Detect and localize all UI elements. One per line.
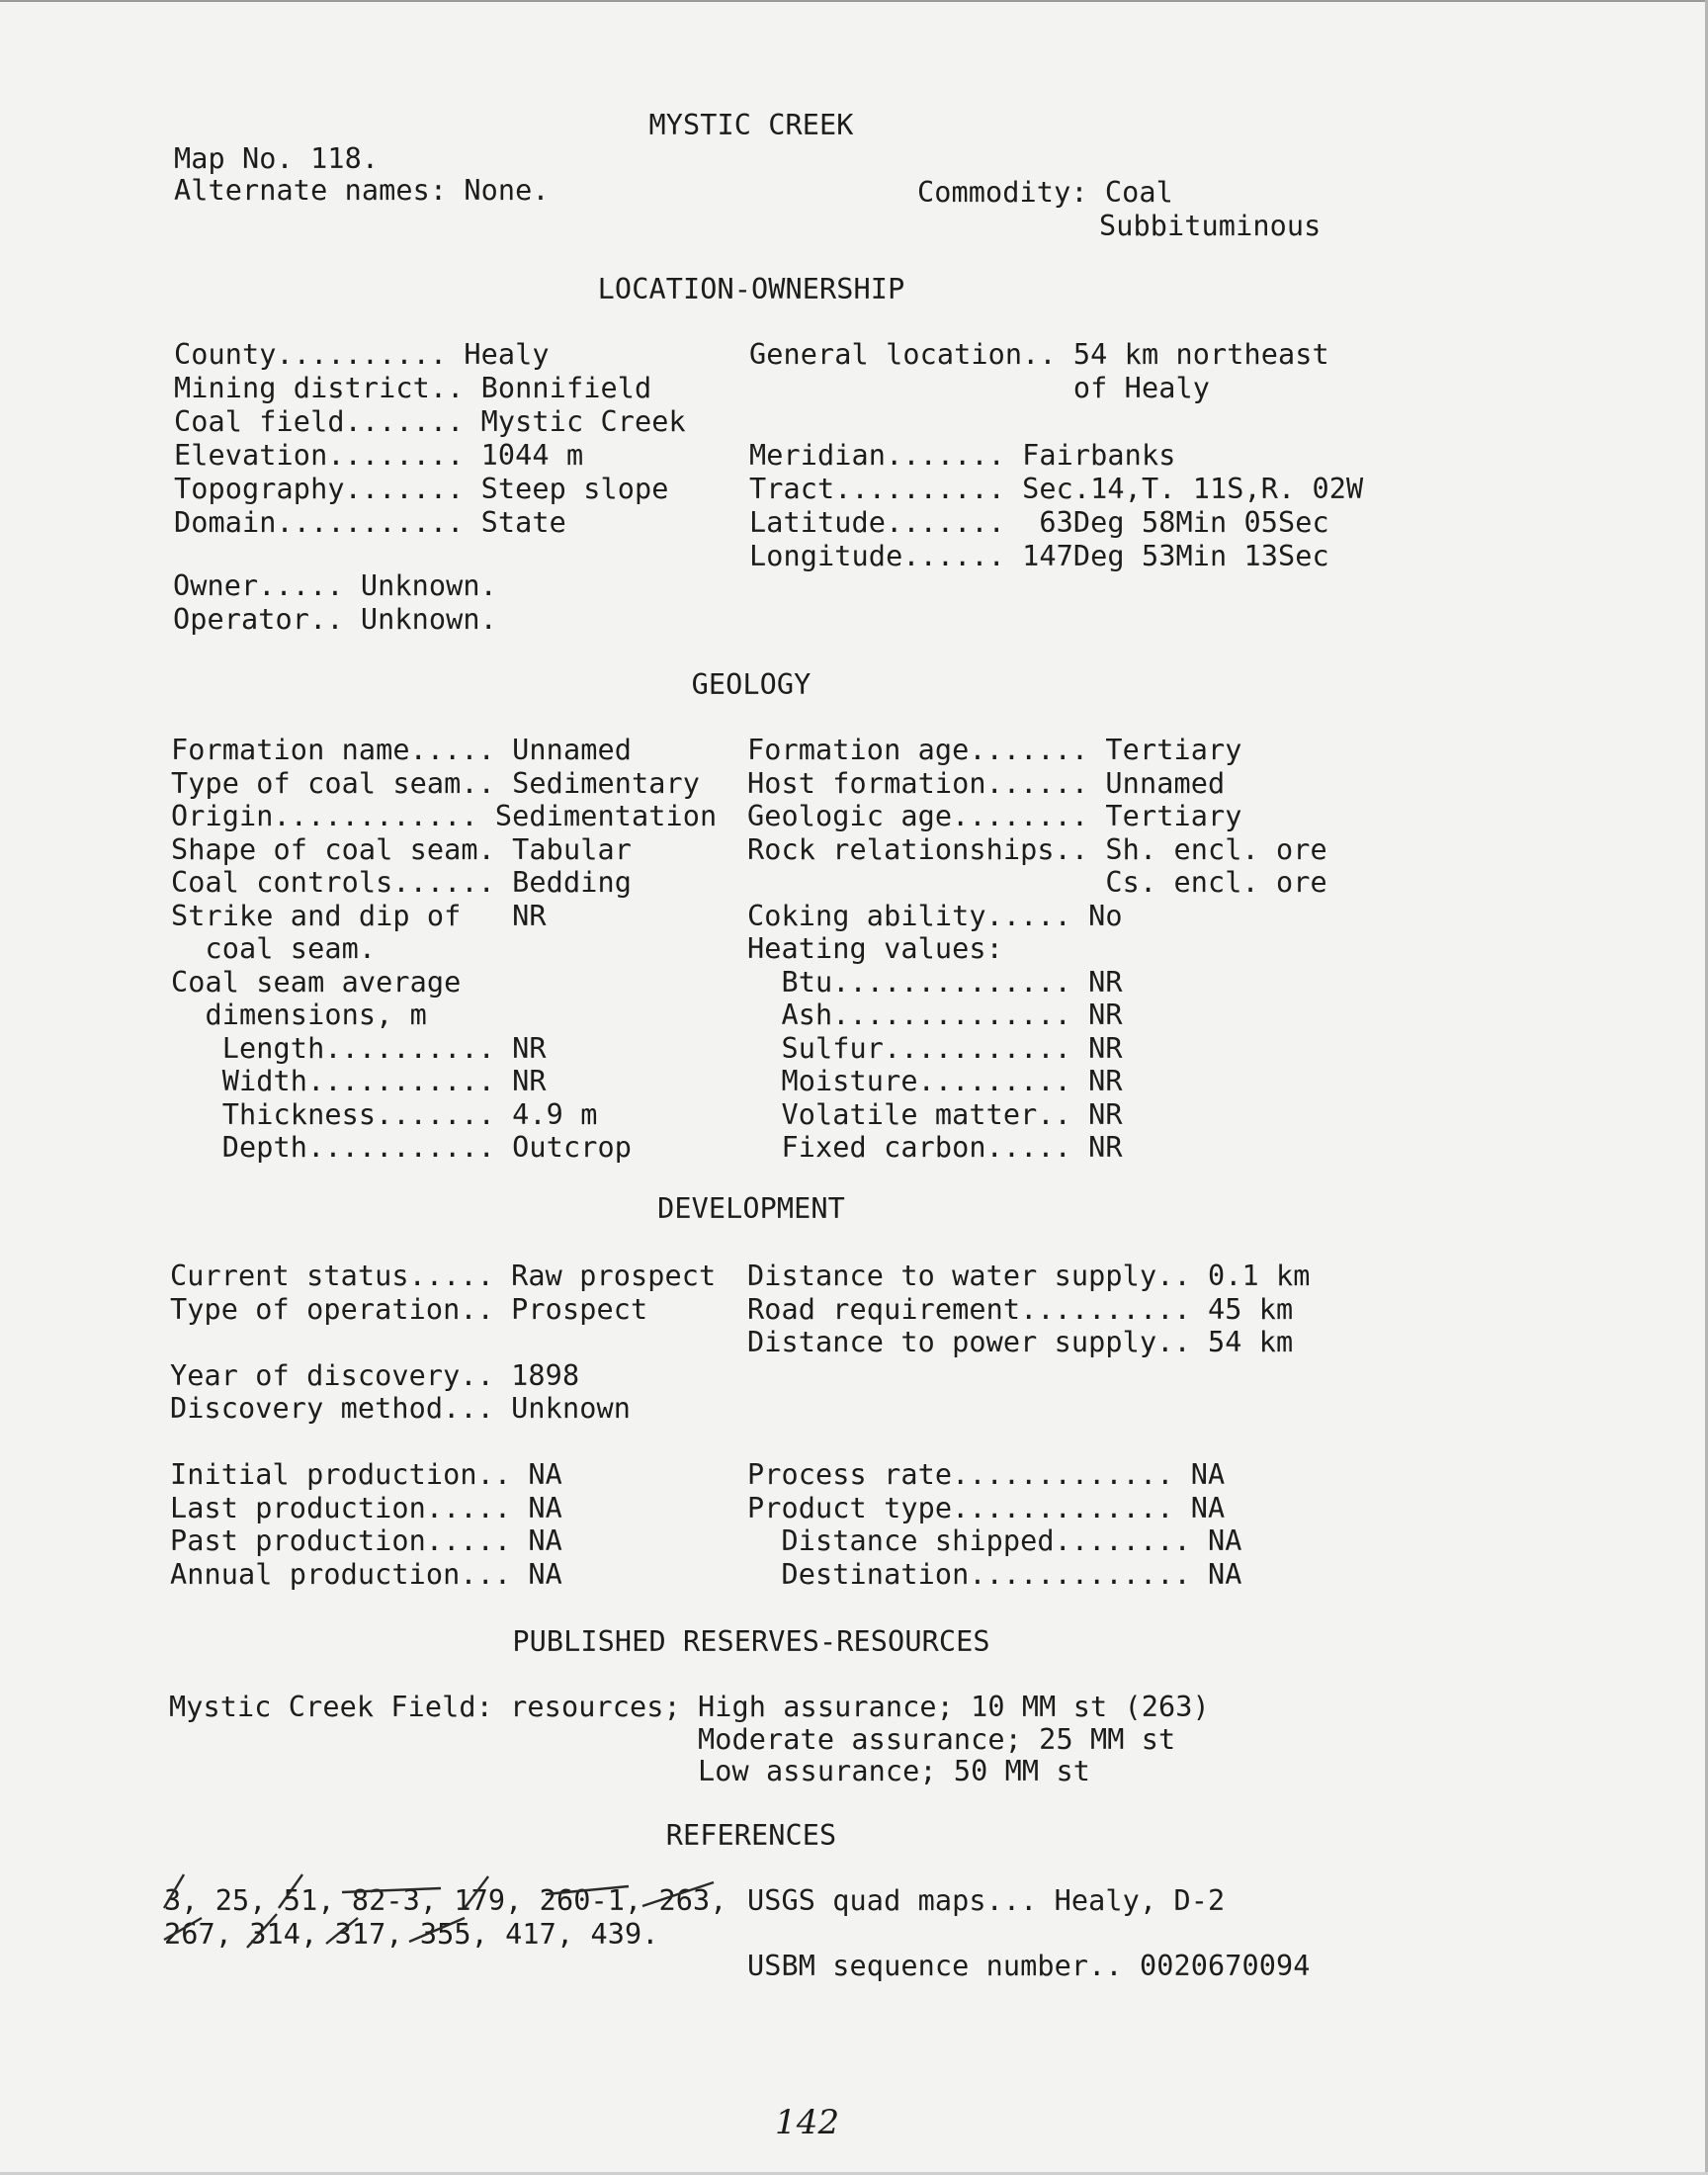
geology-field: Depth........... Outcrop <box>171 1131 632 1164</box>
section-heading-location: LOCATION-OWNERSHIP <box>597 273 905 305</box>
geology-field: Origin............ Sedimentation <box>171 800 718 832</box>
reference-line: 3, 25, 51, 82-3, 179, 260-1, 263, <box>164 1884 727 1917</box>
development-field: Last production..... NA <box>170 1491 562 1524</box>
development-field: Process rate............. NA <box>747 1458 1226 1491</box>
development-field: Annual production... NA <box>170 1557 562 1591</box>
geology-field: Rock relationships.. Sh. encl. ore <box>747 832 1327 866</box>
geology-field: Geologic age........ Tertiary <box>747 800 1242 832</box>
development-field: Road requirement.......... 45 km <box>747 1292 1294 1326</box>
geology-field: Shape of coal seam. Tabular <box>171 832 632 866</box>
location-field: Meridian....... Fairbanks <box>749 439 1176 472</box>
geology-field: Coking ability..... No <box>747 899 1123 932</box>
location-field: Domain........... State <box>174 506 566 539</box>
operator-field: Operator.. Unknown. <box>173 603 497 636</box>
geology-field: Cs. encl. ore <box>747 866 1327 899</box>
development-field: Discovery method... Unknown <box>170 1392 631 1425</box>
section-heading-development: DEVELOPMENT <box>657 1192 845 1225</box>
geology-field: Formation name..... Unnamed <box>171 734 632 766</box>
section-heading-references: REFERENCES <box>665 1819 837 1852</box>
geology-field: Host formation...... Unnamed <box>747 766 1226 800</box>
geology-field: Width........... NR <box>171 1065 547 1097</box>
usgs-quad-maps: USGS quad maps... Healy, D-2 <box>747 1884 1226 1917</box>
page-title: MYSTIC CREEK <box>648 109 854 141</box>
geology-field: Thickness....... 4.9 m <box>171 1097 598 1131</box>
location-field: Latitude....... 63Deg 58Min 05Sec <box>749 506 1329 539</box>
reference-line: 267, 314, 317, 355, 417, 439. <box>164 1918 659 1951</box>
geology-field: dimensions, m <box>171 999 427 1031</box>
map-number: Map No. 118. <box>174 142 380 175</box>
location-field: County.......... Healy <box>174 338 550 371</box>
geology-field: Btu.............. NR <box>747 965 1123 999</box>
geology-field: Formation age....... Tertiary <box>747 734 1242 766</box>
development-field: Initial production.. NA <box>170 1458 562 1491</box>
geology-field: Coal controls...... Bedding <box>171 866 632 899</box>
geology-field: Coal seam average <box>171 965 462 999</box>
development-field: Distance shipped........ NA <box>747 1524 1242 1557</box>
geology-field: Length.......... NR <box>171 1031 547 1065</box>
location-field: Mining district.. Bonnifield <box>174 372 652 404</box>
location-field: Elevation........ 1044 m <box>174 439 584 472</box>
geology-field: Ash.............. NR <box>747 999 1123 1031</box>
location-field: of Healy <box>749 372 1210 404</box>
location-field: Tract.......... Sec.14,T. 11S,R. 02W <box>749 473 1364 505</box>
development-field: Destination............. NA <box>747 1557 1242 1591</box>
location-field: Longitude...... 147Deg 53Min 13Sec <box>749 540 1329 572</box>
alternate-names: Alternate names: None. <box>174 174 550 207</box>
development-field: Distance to power supply.. 54 km <box>747 1326 1294 1358</box>
geology-field: Volatile matter.. NR <box>747 1097 1123 1131</box>
geology-field: Fixed carbon..... NR <box>747 1131 1123 1164</box>
reserves-line: Low assurance; 50 MM st <box>169 1755 1090 1787</box>
location-field: Coal field....... Mystic Creek <box>174 405 686 438</box>
commodity: Commodity: Coal <box>917 176 1173 209</box>
geology-field: Heating values: <box>747 932 1003 965</box>
usbm-sequence-number: USBM sequence number.. 0020670094 <box>747 1950 1311 1982</box>
geology-field: Sulfur........... NR <box>747 1031 1123 1065</box>
development-field: Year of discovery.. 1898 <box>170 1358 580 1392</box>
commodity-type: Subbituminous <box>1099 210 1322 242</box>
geology-field: coal seam. <box>171 932 377 965</box>
reserves-line: Mystic Creek Field: resources; High assurance; 10 MM st (263) <box>169 1691 1210 1723</box>
development-field: Distance to water supply.. 0.1 km <box>747 1260 1311 1292</box>
geology-field: Moisture......... NR <box>747 1065 1123 1097</box>
development-field: Past production..... NA <box>170 1524 562 1557</box>
geology-field: Strike and dip of NR <box>171 899 547 932</box>
section-heading-geology: GEOLOGY <box>691 668 811 701</box>
reserves-line: Moderate assurance; 25 MM st <box>169 1722 1176 1756</box>
location-field: Topography....... Steep slope <box>174 473 669 505</box>
owner-field: Owner..... Unknown. <box>173 569 497 602</box>
section-heading-reserves: PUBLISHED RESERVES-RESOURCES <box>512 1625 990 1658</box>
development-field: Product type............. NA <box>747 1491 1226 1524</box>
development-field: Current status..... Raw prospect <box>170 1260 717 1292</box>
geology-field: Type of coal seam.. Sedimentary <box>171 766 701 800</box>
location-field: General location.. 54 km northeast <box>749 338 1329 371</box>
page-number: 142 <box>775 2103 840 2142</box>
development-field: Type of operation.. Prospect <box>170 1292 648 1326</box>
